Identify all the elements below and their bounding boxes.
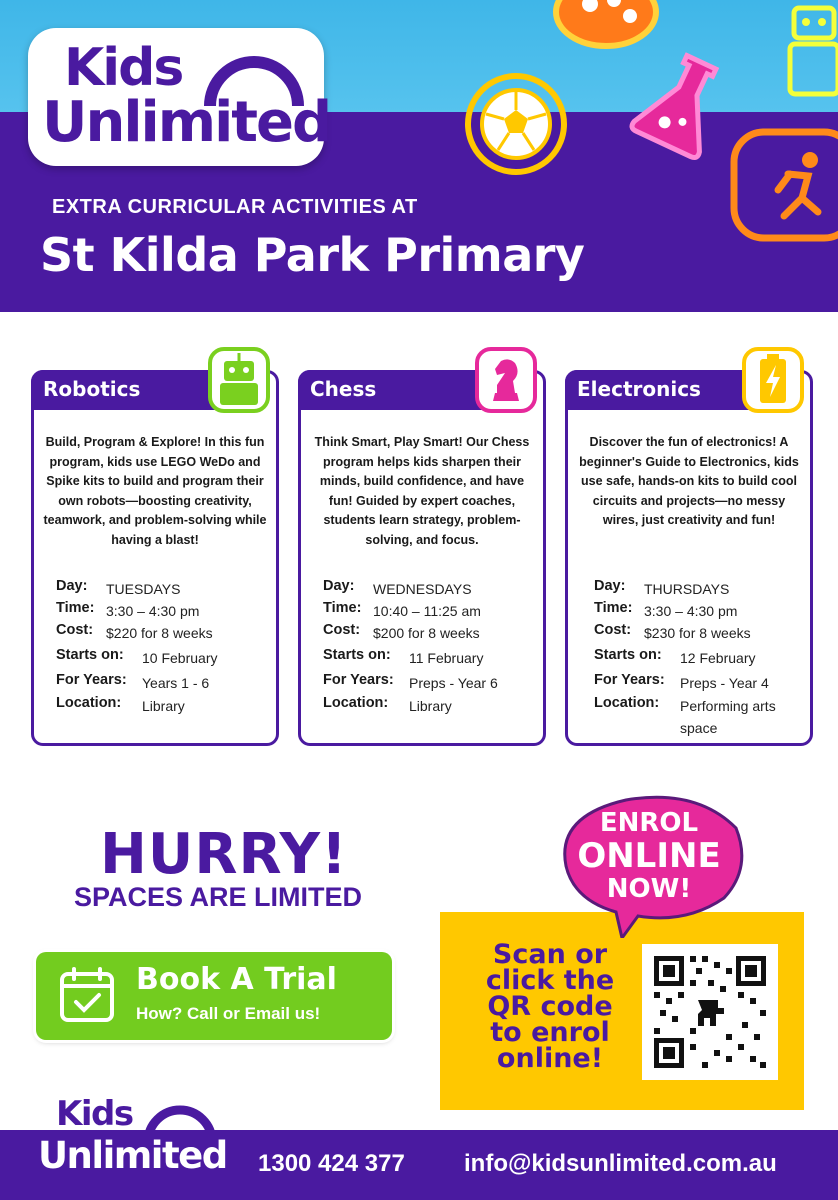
day-value: THURSDAYS bbox=[644, 581, 730, 597]
time-value: 3:30 – 4:30 pm bbox=[106, 603, 200, 619]
soccer-ball-icon bbox=[462, 70, 570, 178]
robot-deco-icon bbox=[784, 0, 838, 108]
years-label: For Years: bbox=[594, 672, 665, 688]
rainbow-arc-icon bbox=[198, 46, 310, 110]
day-label: Day: bbox=[56, 578, 88, 594]
day-value: WEDNESDAYS bbox=[373, 581, 472, 597]
runner-icon bbox=[728, 120, 838, 252]
header-subtitle: EXTRA CURRICULAR ACTIVITIES AT bbox=[52, 196, 418, 218]
location-value: Library bbox=[409, 698, 452, 714]
day-label: Day: bbox=[323, 578, 355, 594]
years-label: For Years: bbox=[56, 672, 127, 688]
location-label: Location: bbox=[56, 695, 122, 711]
activity-card-robotics bbox=[31, 370, 279, 746]
card-title: Robotics bbox=[31, 370, 231, 410]
qr-code-icon bbox=[642, 944, 778, 1080]
years-value: Years 1 - 6 bbox=[142, 675, 210, 691]
cost-label: Cost: bbox=[56, 622, 94, 638]
trial-title: Book A Trial bbox=[136, 962, 337, 997]
email-address[interactable]: info@kidsunlimited.com.au bbox=[464, 1150, 777, 1177]
card-title: Electronics bbox=[565, 370, 765, 410]
activity-card-electronics bbox=[565, 370, 813, 746]
calendar-check-icon bbox=[58, 966, 116, 1024]
time-label: Time: bbox=[323, 600, 362, 616]
brand-line1: Kids bbox=[64, 38, 183, 98]
starts-value: 11 February bbox=[409, 650, 484, 666]
location-value: Library bbox=[142, 698, 185, 714]
starts-value: 12 February bbox=[680, 650, 756, 666]
starts-label: Starts on: bbox=[323, 647, 391, 663]
cost-label: Cost: bbox=[594, 622, 632, 638]
location-label: Location: bbox=[323, 695, 389, 711]
phone-number[interactable]: 1300 424 377 bbox=[258, 1150, 405, 1177]
rainbow-arc-icon bbox=[140, 1098, 220, 1144]
cost-value: $220 for 8 weeks bbox=[106, 625, 213, 641]
robot-icon bbox=[206, 343, 272, 415]
brand-line1: Kids bbox=[56, 1094, 133, 1134]
day-label: Day: bbox=[594, 578, 626, 594]
brand-logo[interactable] bbox=[28, 28, 331, 166]
flask-icon bbox=[622, 44, 742, 164]
years-label: For Years: bbox=[323, 672, 394, 688]
card-description: Build, Program & Explore! In this fun program, kids use LEGO WeDo and Spike kits to build and program their own robots—boosting creativity, teamwork, and problem-solving while having a blast! bbox=[43, 435, 267, 547]
bubble-line3: NOW! bbox=[606, 874, 692, 904]
trial-subtitle: How? Call or Email us! bbox=[136, 1004, 321, 1023]
brand-line2: Unlimited bbox=[38, 1134, 227, 1177]
activity-card-chess bbox=[298, 370, 546, 746]
cost-label: Cost: bbox=[323, 622, 361, 638]
years-value: Preps - Year 4 bbox=[680, 675, 769, 691]
card-description: Think Smart, Play Smart! Our Chess program helps kids sharpen their minds, build confidence, and have fun! Guided by expert coaches, students learn strategy, problem-solving, and focus. bbox=[314, 435, 530, 547]
starts-label: Starts on: bbox=[56, 647, 124, 663]
header-banner bbox=[0, 0, 838, 312]
bubble-line2: ONLINE bbox=[577, 836, 721, 876]
school-name: St Kilda Park Primary bbox=[40, 228, 585, 282]
card-description: Discover the fun of electronics! A beginner's Guide to Electronics, kids use safe, hands-on kits to build cool circuits and projects—no messy wires, just creativity and fun! bbox=[579, 435, 799, 527]
starts-value: 10 February bbox=[142, 650, 218, 666]
chess-knight-icon bbox=[473, 343, 539, 415]
spaces-limited-text: SPACES ARE LIMITED bbox=[74, 882, 363, 912]
battery-icon bbox=[740, 343, 806, 415]
location-value: Performing arts space bbox=[680, 698, 776, 736]
location-label: Location: bbox=[594, 695, 660, 711]
hurry-heading: HURRY! bbox=[100, 822, 348, 887]
time-label: Time: bbox=[594, 600, 633, 616]
time-value: 3:30 – 4:30 pm bbox=[644, 603, 738, 619]
card-title: Chess bbox=[298, 370, 498, 410]
starts-label: Starts on: bbox=[594, 647, 662, 663]
cost-value: $200 for 8 weeks bbox=[373, 625, 480, 641]
years-value: Preps - Year 6 bbox=[409, 675, 498, 691]
footer-logo[interactable] bbox=[28, 1094, 227, 1186]
day-value: TUESDAYS bbox=[106, 581, 181, 597]
bubble-line1: ENROL bbox=[599, 808, 699, 838]
enrol-online-bubble[interactable] bbox=[546, 788, 752, 938]
time-value: 10:40 – 11:25 am bbox=[373, 603, 481, 619]
brand-line2: Unlimited bbox=[42, 90, 331, 155]
book-trial-button[interactable] bbox=[36, 952, 392, 1040]
enrol-panel bbox=[440, 912, 804, 1110]
time-label: Time: bbox=[56, 600, 95, 616]
cost-value: $230 for 8 weeks bbox=[644, 625, 751, 641]
qr-code[interactable] bbox=[642, 944, 778, 1080]
scan-instructions: Scan or click the QR code to enrol online! bbox=[485, 939, 615, 1074]
